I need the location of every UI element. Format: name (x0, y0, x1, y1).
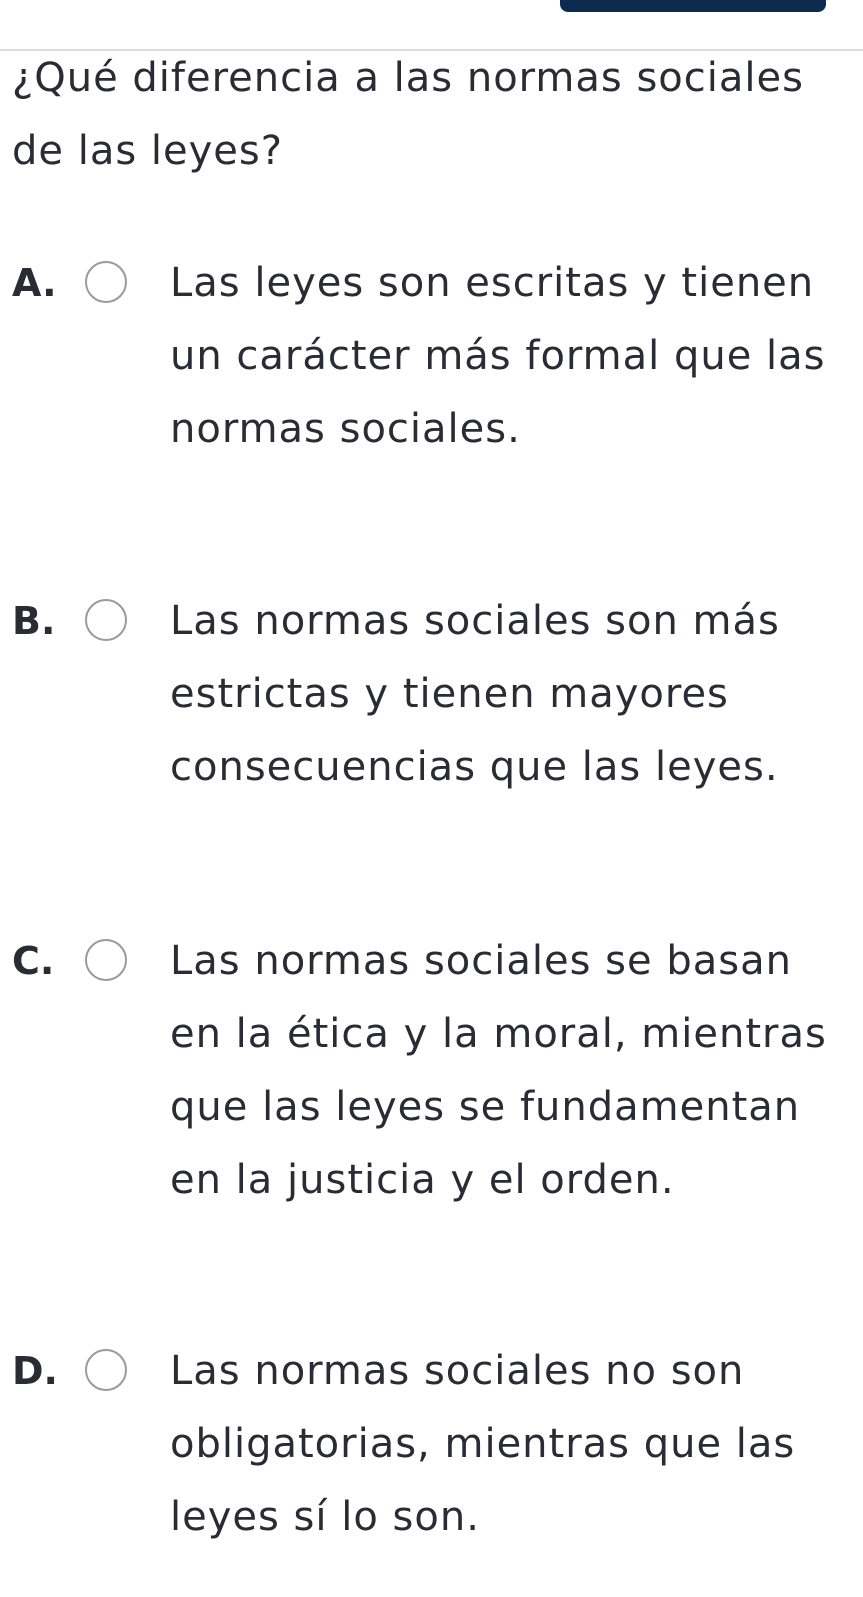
option-letter: A. (12, 261, 57, 305)
radio-button-d[interactable] (85, 1349, 127, 1391)
option-text[interactable]: Las normas sociales no son obligatorias, mientras que las leyes sí lo son. (170, 1348, 796, 1540)
option-text[interactable]: Las leyes son escritas y tienen un carácter más formal que las normas sociales. (170, 260, 826, 452)
option-letter: D. (12, 1349, 58, 1393)
option-text[interactable]: Las normas sociales se basan en la ética y la moral, mientras que las leyes se fundamentan en la justicia y el orden. (170, 938, 827, 1203)
radio-button-c[interactable] (85, 939, 127, 981)
question-text: ¿Qué diferencia a las normas sociales de las leyes? (12, 55, 804, 174)
top-action-button[interactable] (560, 0, 826, 12)
option-text[interactable]: Las normas sociales son más estrictas y tienen mayores consecuencias que las leyes. (170, 598, 780, 790)
radio-button-b[interactable] (85, 599, 127, 641)
radio-button-a[interactable] (85, 261, 127, 303)
option-letter: C. (12, 939, 55, 983)
option-letter: B. (12, 599, 56, 643)
